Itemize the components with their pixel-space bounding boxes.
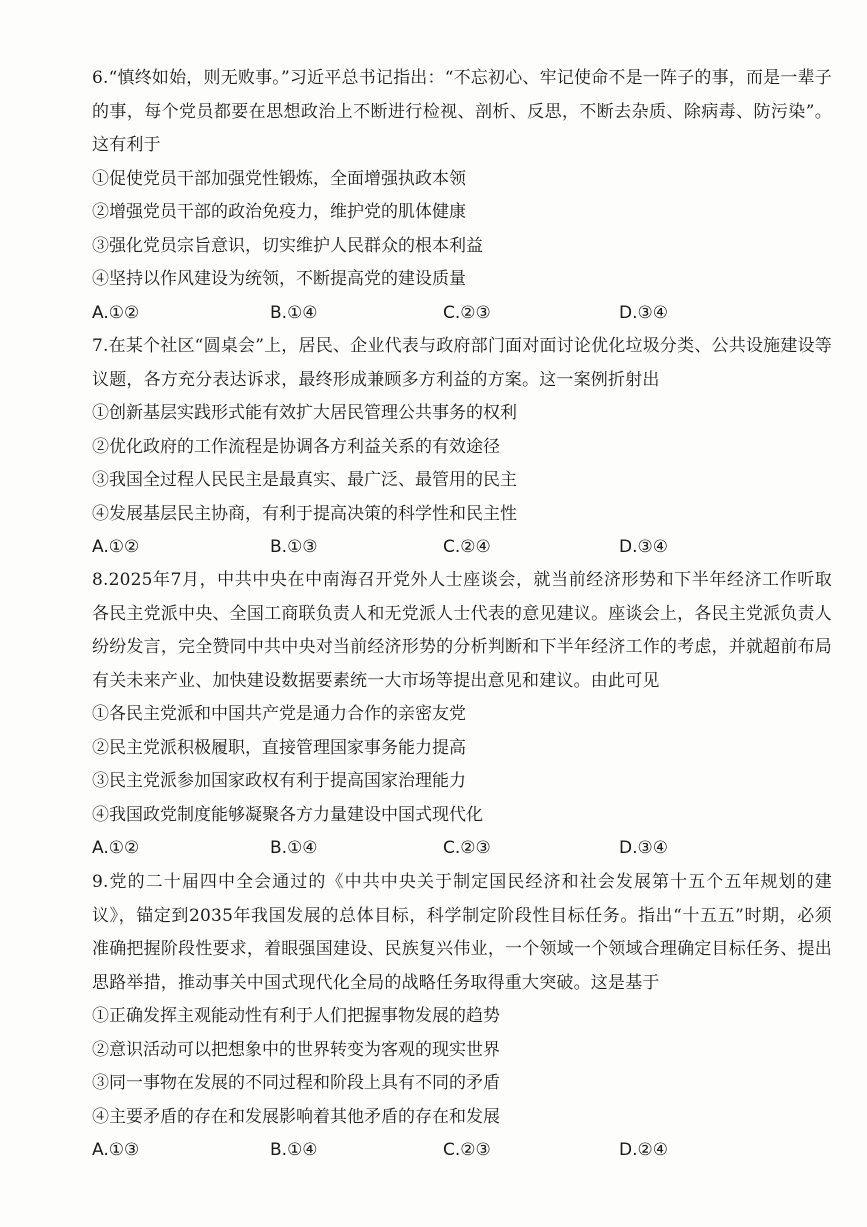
statement-option: ①促使党员干部加强党性锻炼，全面增强执政本领 xyxy=(92,168,466,189)
choice-c: C.②③ xyxy=(443,1140,491,1160)
choice-b: B.①④ xyxy=(270,302,318,323)
choice-b: B.①④ xyxy=(270,1140,318,1160)
choice-a: A.①② xyxy=(92,302,140,323)
choice-a: A.①③ xyxy=(92,1140,140,1160)
choice-a: A.①② xyxy=(92,537,140,557)
question-7 xyxy=(92,330,832,565)
choice-d: D.③④ xyxy=(619,838,668,858)
statement-option: ②意识活动可以把想象中的世界转变为客观的现实世界 xyxy=(92,1039,500,1060)
question-stem: 7.在某个社区“圆桌会”上，居民、企业代表与政府部门面对面讨论优化垃圾分类、公共设施建设等议题，各方充分表达诉求，最终形成兼顾多方利益的方案。这一案例折射出 xyxy=(92,336,832,390)
choice-a: A.①② xyxy=(92,838,140,858)
question-9 xyxy=(92,866,832,1168)
statement-option: ③同一事物在发展的不同过程和阶段上具有不同的矛盾 xyxy=(92,1073,500,1093)
choice-d: D.③④ xyxy=(619,537,668,557)
choice-c: C.②④ xyxy=(443,537,491,557)
question-6 xyxy=(92,62,832,330)
choice-d: D.③④ xyxy=(619,302,668,323)
statement-option: ③强化党员宗旨意识，切实维护人民群众的根本利益 xyxy=(92,235,483,256)
choice-c: C.②③ xyxy=(443,838,491,858)
statement-option: ①正确发挥主观能动性有利于人们把握事物发展的趋势 xyxy=(92,1006,500,1026)
answer-choices xyxy=(92,832,832,866)
choice-b: B.①④ xyxy=(270,838,318,858)
statement-option: ③民主党派参加国家政权有利于提高国家治理能力 xyxy=(92,771,466,791)
choice-c: C.②③ xyxy=(443,302,491,323)
statement-option: ④我国政党制度能够凝聚各方力量建设中国式现代化 xyxy=(92,804,483,825)
answer-choices xyxy=(92,531,832,565)
question-stem: 8.2025年7月，中共中央在中南海召开党外人士座谈会，就当前经济形势和下半年经济工作听取各民主党派中央、全国工商联负责人和无党派人士代表的意见建议。座谈会上，各民主党派负责人纷纷发言，完全赞同中共中央对当前经济形势的分析判断和下半年经济工作的考虑，并就超前布局有关未来产业、加快建设数据要素统一大市场等提出意见和建议。由此可见 xyxy=(92,570,832,691)
statement-option: ②优化政府的工作流程是协调各方利益关系的有效途径 xyxy=(92,436,500,457)
statement-option: ④坚持以作风建设为统领，不断提高党的建设质量 xyxy=(92,269,466,289)
statement-option: ①创新基层实践形式能有效扩大居民管理公共事务的权利 xyxy=(92,403,517,423)
statement-option: ④发展基层民主协商，有利于提高决策的科学性和民主性 xyxy=(92,503,517,524)
statement-option: ④主要矛盾的存在和发展影响着其他矛盾的存在和发展 xyxy=(92,1106,500,1127)
answer-choices xyxy=(92,297,832,331)
question-8 xyxy=(92,564,832,866)
statement-option: ②民主党派积极履职，直接管理国家事务能力提高 xyxy=(92,737,466,758)
answer-choices xyxy=(92,1134,832,1168)
statement-option: ①各民主党派和中国共产党是通力合作的亲密友党 xyxy=(92,704,466,724)
statement-option: ②增强党员干部的政治免疫力，维护党的肌体健康 xyxy=(92,202,466,222)
choice-b: B.①③ xyxy=(270,537,318,557)
statement-option: ③我国全过程人民民主是最真实、最广泛、最管用的民主 xyxy=(92,470,517,490)
choice-d: D.②④ xyxy=(619,1140,668,1160)
question-stem: 6.“慎终如始，则无败事。”习近平总书记指出：“不忘初心、牢记使命不是一阵子的事，而是一辈子的事，每个党员都要在思想政治上不断进行检视、剖析、反思，不断去杂质、除病毒、防污染”。这有利于 xyxy=(92,68,832,155)
question-stem: 9.党的二十届四中全会通过的《中共中央关于制定国民经济和社会发展第十五个五年规划的建议》，锚定到2035年我国发展的总体目标，科学制定阶段性目标任务。指出“十五五”时期，必须准确把握阶段性要求，着眼强国建设、民族复兴伟业，一个领域一个领域合理确定目标任务、提出思路举措，推动事关中国式现代化全局的战略任务取得重大突破。这是基于 xyxy=(92,872,832,993)
